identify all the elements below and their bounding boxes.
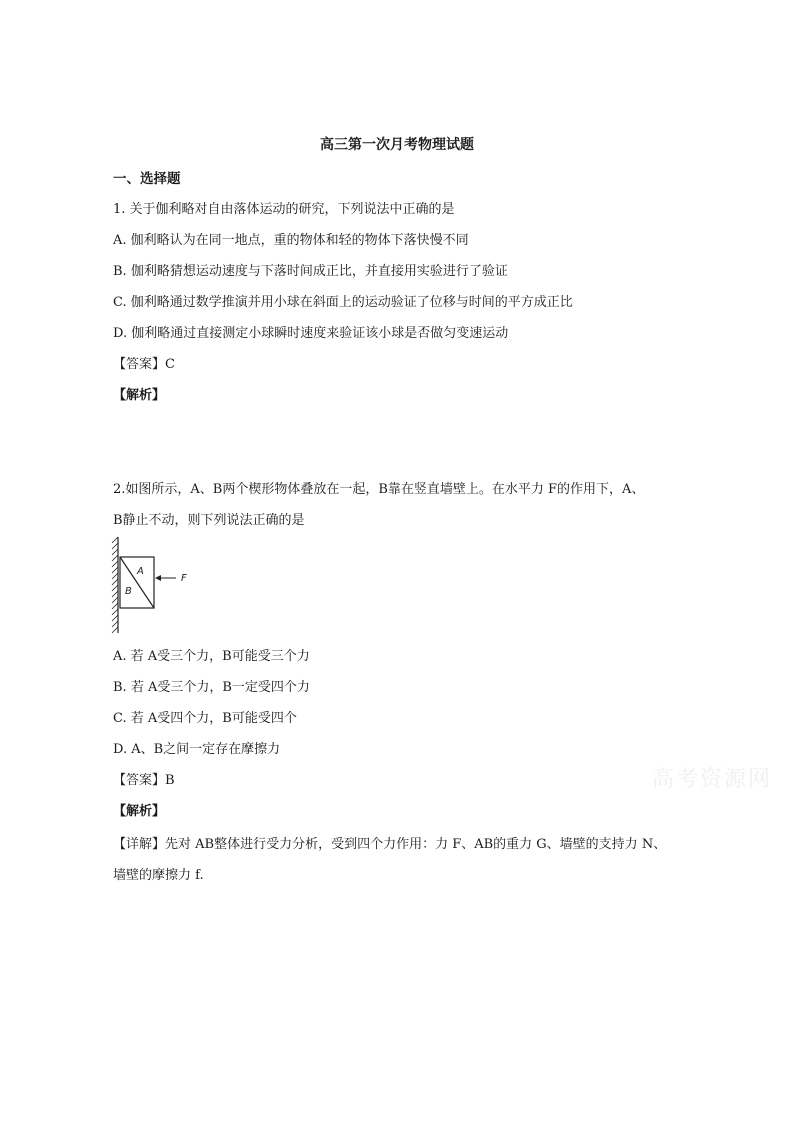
label-b: B <box>125 586 132 597</box>
q1-analysis-label: 【解析】 <box>113 388 166 403</box>
wall-hatching <box>112 537 118 633</box>
section-heading: 一、选择题 <box>113 171 181 187</box>
page-title: 高三第一次月考物理试题 <box>320 137 474 153</box>
q2-analysis-label: 【解析】 <box>113 804 166 819</box>
q1-option-b: B. 伽利略猜想运动速度与下落时间成正比，并直接用实验进行了验证 <box>113 264 508 279</box>
q1-answer: 【答案】C <box>113 357 175 372</box>
q1-stem: 1. 关于伽利略对自由落体运动的研究，下列说法中正确的是 <box>113 202 455 217</box>
q2-option-c: C. 若 A受四个力，B可能受四个 <box>113 711 297 726</box>
q2-option-d: D. A、B之间一定存在摩擦力 <box>113 742 281 757</box>
label-a: A <box>137 566 144 577</box>
watermark: 高考资源网 <box>652 767 773 792</box>
q1-option-d: D. 伽利略通过直接测定小球瞬时速度来验证该小球是否做匀变速运动 <box>113 326 509 341</box>
q2-option-b: B. 若 A受三个力，B一定受四个力 <box>113 680 310 695</box>
label-f: F <box>181 573 187 584</box>
q2-detail-line1: 【详解】先对 AB整体进行受力分析，受到四个力作用：力 F、AB的重力 G、墙壁的支持力 N、 <box>113 837 667 852</box>
q2-detail-line2: 墙壁的摩擦力 f. <box>113 868 204 883</box>
force-arrow-head <box>155 575 161 581</box>
wedge-diagonal <box>120 557 154 608</box>
q2-stem-line2: B静止不动，则下列说法正确的是 <box>113 513 305 528</box>
q1-option-c: C. 伽利略通过数学推演并用小球在斜面上的运动验证了位移与时间的平方成正比 <box>113 295 573 310</box>
q2-stem-line1: 2.如图所示，A、B两个楔形物体叠放在一起，B靠在竖直墙壁上。在水平力 F的作用下，A、 <box>113 482 645 497</box>
wedge-wall-figure <box>110 535 200 635</box>
q2-option-a: A. 若 A受三个力，B可能受三个力 <box>113 649 310 664</box>
q1-option-a: A. 伽利略认为在同一地点，重的物体和轻的物体下落快慢不同 <box>113 233 469 248</box>
q2-answer: 【答案】B <box>113 773 175 788</box>
